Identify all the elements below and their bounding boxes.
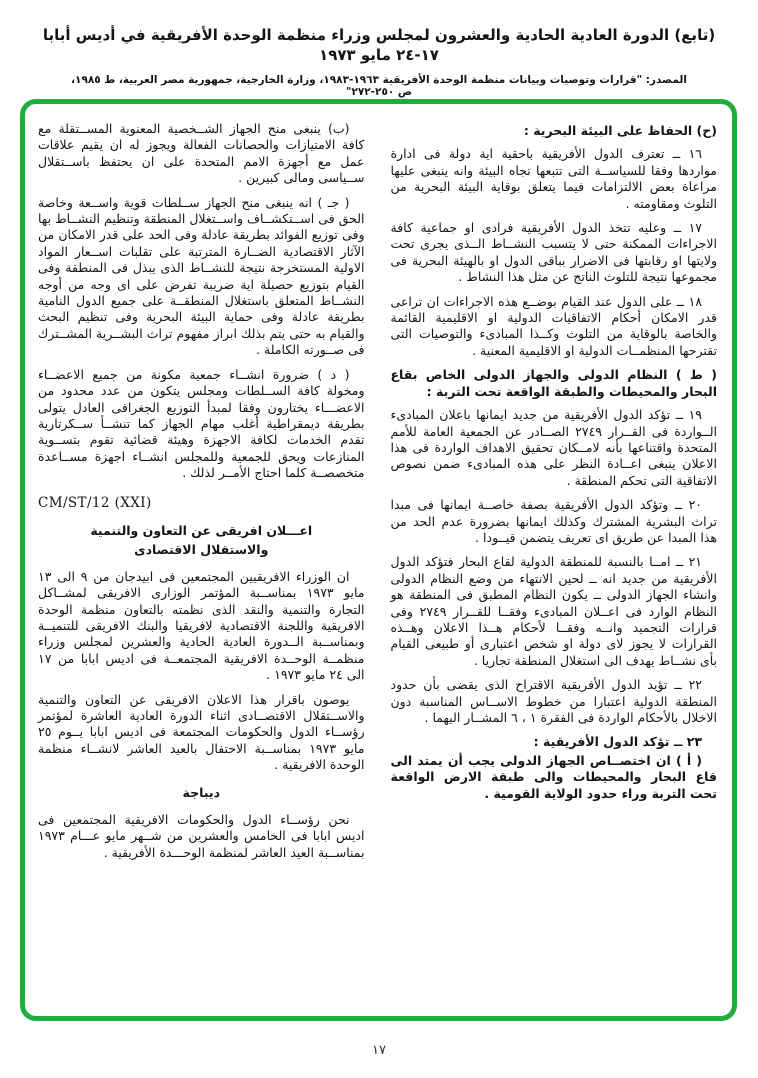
paragraph-ministers: ان الوزراء الافريقيين المجتمعين فى ابيدجان من ٩ الى ١٣ مايو ١٩٧٣ بمناســبة المؤتمر الوزارى الافريقى لمشــاكل التجارة والتنمية والنقد الذى نظمته بالتعاون منظمة الوحدة الافريقية واللجنة الاقتصادية لافريقيا والبنك الافريقى للتنميــة وبمناســبة الــدورة العادية الحادية والعشرين لمجلس وزراء منظمــة الوحــدة الافريقية المجتمعــة فى اديس ابابا من ١٧ الى ٢٤ مايو ١٩٧٣ . [38, 568, 365, 683]
page-number: ١٧ [372, 1043, 386, 1058]
two-column-layout [38, 121, 717, 1008]
paragraph-16: ١٦ ــ تعترف الدول الأفريقية باحقية اية دولة فى ادارة مواردها وفقا للسياســة التى تتبعها تجاه البيئة وانه ينبغى عليها مراعاة بعض الالتزامات فيما يتعلق بوقاية البيئة البحرية من التلوث ومقاومته . [390, 146, 717, 211]
paragraph-22: ٢٢ ــ تؤيد الدول الأفريقية الاقتراح الذى يقضى بأن حدود المنطقة الدولية اعتبارا من خطوط الاســاس المناسبة دون الاخلال بالأحكام الواردة فى الفقرة ١ ، ٦ المشــار اليهما . [390, 677, 717, 725]
declaration-title-line1: اعـــلان افريقى عن التعاون والتنمية [90, 522, 313, 538]
document-reference-code: CM/ST/12 (XXI) [38, 494, 152, 511]
paragraph-recommendation: يوصون باقرار هذا الاعلان الافريقى عن التعاون والتنمية والاســتقلال الاقتصــادى اثناء الدورة العادية العاشرة لمؤتمر رؤســاء الدول والحكومات المجتمعة فى اديس ابابا يــوم ٢٥ مايو ١٩٧٣ بمناســبة الاحتفال بالعيد العاشر لانشــاء منظمة الوحدة الافريقية . [38, 691, 365, 773]
paragraph-21: ٢١ ــ امــا بالنسبة للمنطقة الدولية لقاع البحار فتؤكد الدول الأفريقية من جديد انه ــ لحين الانتهاء من وضع النظام الدولى وانشاء الجهاز الدولى ــ يكون النظام المطبق فى المنطقة هو النظام الوارد فى اعــلان المبادىء وفقــا للقــرار ٢٧٤٩ وفى قرارات التجميد وانــه وفقــا لأحكام هــذا الاعلان وهــذه القرارات لا يجوز لاى دولة او شخص اعتبارى أو طبيعى القيام بأى نشــاط يهدف الى استغلال المنطقة تجاريا . [390, 554, 718, 668]
paragraph-23-intro: ٢٣ ــ تؤكد الدول الأفريقية : [533, 734, 702, 750]
paragraph-17: ١٧ ــ وعليه تتخذ الدول الأفريقية فرادى او جماعية كافة الاجراءات الممكنة حتى لا يتسبب النشــاط الــذى يجرى تحت ولايتها او رقابتها فى الاضرار بباقى الدول او بالهيئة البحرية فى مجموعها نتيجة للتلوث الناتج عن مثل هذا النشاط . [390, 220, 717, 285]
section-heading-seabed-regime: ( ط ) النظام الدولى والجهاز الدولى الخاص بقاع البحار والمحيطات والطبقة الواقعة تحت التربة : [390, 367, 717, 399]
page-header [0, 0, 758, 98]
paragraph-item-jeem: ( جـ ) انه ينبغى منح الجهاز ســلطات قوية واســعة وخاصة الحق فى اســتكشــاف واســتغلال المنطقة وتنظيم النشــاط بها وفى توزيع الفوائد بطريقة عادلة وفى الحد على قدر الامكان من الآثار الاقتصادية الضــارة المترتبة على تقلبات اســعار المواد الاولية المستخرجة نتيجة للنشــاط الذى يبذل فى المنطقة وفى القيام بتوزيع حصيلة اية ضريبة تفرض على اى وجه من أوجه النشــاط المتعلق باستغلال المنطقــة على جميع الدول النامية بطريقة عادلة وفى حماية البيئة البحرية وفى تنظيم البحث والقيام به حتى يتم بذلك ابراز مفهوم تراث البشــرية المشــترك فى صــورته الكاملة . [38, 194, 365, 358]
column-left [38, 121, 365, 1008]
section-heading-marine-environment: (ح) الحفاظ على البيئة البحرية : [523, 123, 717, 138]
paragraph-preamble: نحن رؤســاء الدول والحكومات الافريقية المجتمعين فى اديس ابابا فى الخامس والعشرين من شــهر مايو عـــام ١٩٧٣ بمناســبة العيد العاشر لمنظمة الوحـــدة الأفريقية . [38, 811, 365, 860]
page-header-title: (تابع) الدورة العادية الحادية والعشرون لمجلس وزراء منظمة الوحدة الأفريقية في أديس أبابا ١٧-٢٤ مايو ١٩٧٣ [42, 26, 716, 65]
column-right [391, 121, 718, 1008]
document-frame [20, 99, 737, 1021]
paragraph-23-item-a: ( أ ) ان اختصــاص الجهاز الدولى يجب أن يمتد الى قاع البحار والمحيطات والى طبقة الارض الواقعة تحت التربة وراء حدود الولاية القومية . [390, 752, 717, 801]
page-header-source: المصدر: "قرارات وتوصيات وبيانات منظمة الوحدة الأفريقية ١٩٦٣-١٩٨٣، وزارة الخارجية، جمهورية مصر العربية، ط ١٩٨٥، ص ٢٥٠-٢٧٢" [71, 73, 687, 98]
declaration-title-line2: والاستقلال الاقتصادى [134, 542, 269, 558]
paragraph-20: ٢٠ ــ وتؤكد الدول الأفريقية بصفة خاصــة ايمانها فى مبدا تراث البشرية المشترك وكذلك ايمانها بضرورة عدم الحد من هذا المبدا عن طريق اى تعريف يتضمن قيــودا . [390, 497, 717, 545]
paragraph-item-dal: ( د ) ضرورة انشــاء جمعية مكونة من جميع الاعضــاء ومخولة كافة الســلطات ومجلس يتكون من عدد محدود من الاعضـــاء يختارون وفقا لمبدأ التوزيع الجغرافى العادل يتولى بطريقة ديمقراطية أغلب مهام الجهاز كما تنشــأ ســكرتارية تقدم الخدمات لكافة الاجهزة وهيئة قضائية تقوم بتســوية المنازعات ويحق للجمعية وللمجلس انشــاء اجهزة مســاعدة متخصصــة كلما احتاج الأمــر لذلك . [38, 366, 365, 481]
paragraph-18: ١٨ ــ على الدول عند القيام بوضــع هذه الاجراءات ان تراعى قدر الامكان أحكام الاتفاقيات الدولية او الاقليمية القائمة والخاصة بالوقاية من التلوث وكــذا المبادىء والتوصيات التى تقترحها المنظمــات الدولية او الاقليمية المعنية . [390, 293, 717, 358]
paragraph-19: ١٩ ــ تؤكد الدول الأفريقية من جديد ايمانها باعلان المبادىء الــواردة فى القــرار ٢٧٤٩ الصــادر عن الجمعية العامة للأمم المتحدة واقتناعها بأنه لامــكان تحقيق الاهداف الواردة فى هذا الاعلان ينبغى اعــادة النظر على هذه المبادىء ضمن نصوص الاتفاقية التى تحكم المنطقة . [390, 407, 717, 488]
paragraph-item-b: (ب) ينبغى منح الجهاز الشــخصية المعنوية المســتقلة مع كافة الامتيازات والحصانات الفعالة ويجوز له ان يقيم علاقات عمل مع أجهزة الامم المتحدة على ان يحتفظ باســتقلال ســياسى ومالى كبيرين . [38, 121, 365, 186]
declaration-title [52, 521, 351, 560]
preamble-heading: ديباجة [182, 784, 220, 800]
